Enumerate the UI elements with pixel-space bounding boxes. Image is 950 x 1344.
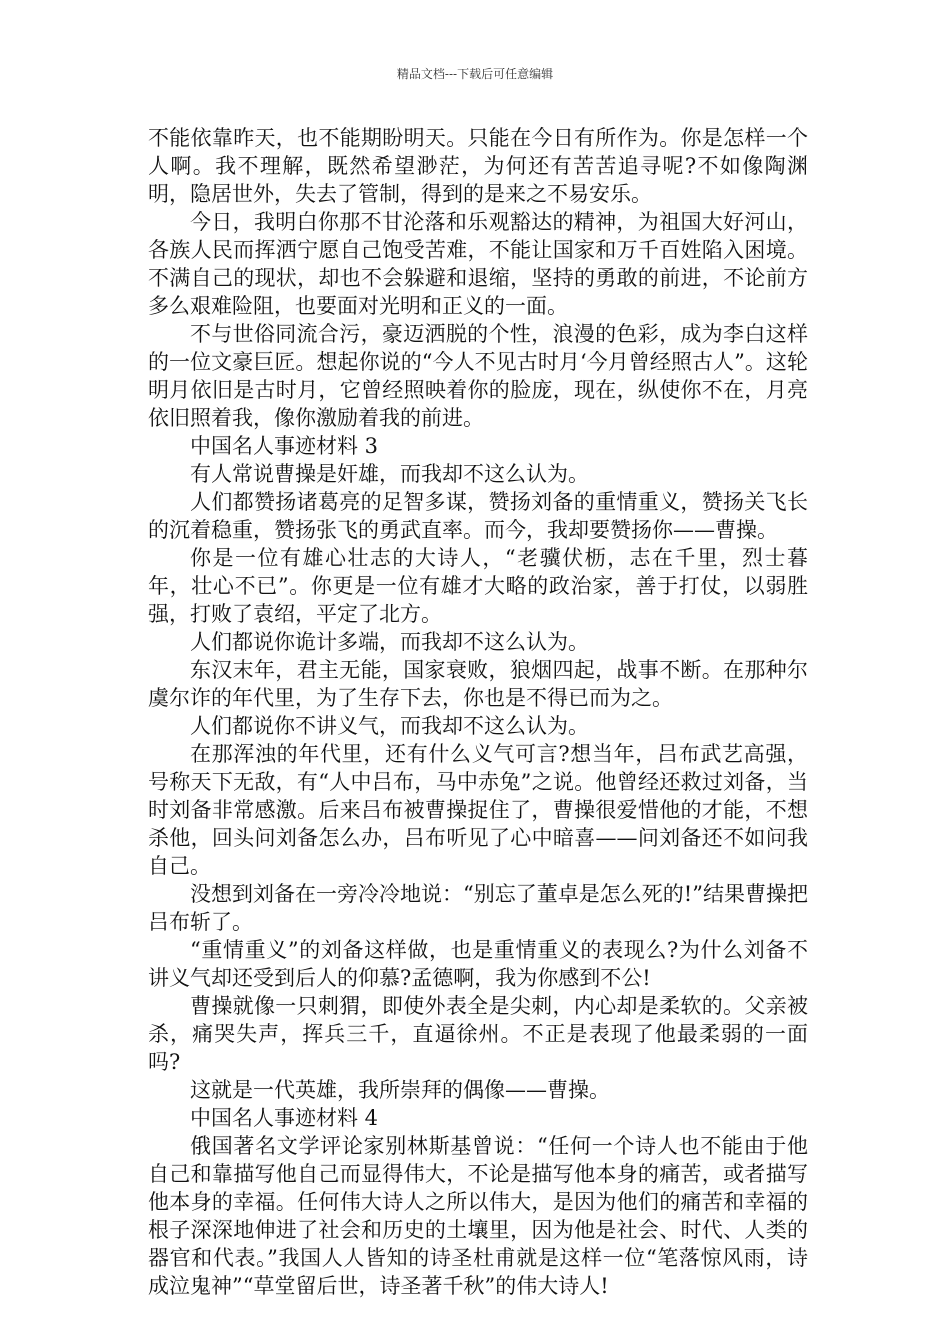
paragraph-9: 东汉末年，君主无能，国家衰败，狼烟四起，战事不断。在那种尔虞尔诈的年代里，为了生存下去，你也是不得已而为之。 (148, 658, 808, 710)
paragraph-14: 曹操就像一只刺猬，即使外表全是尖刺，内心却是柔软的。父亲被杀，痛哭失声，挥兵三千，直逼徐州。不正是表现了他最柔弱的一面吗? (148, 994, 808, 1074)
paragraph-13: “重情重义”的刘备这样做，也是重情重义的表现么?为什么刘备不讲义气却还受到后人的仰慕?孟德啊，我为你感到不公! (148, 938, 808, 990)
page-header: 精品文档---下载后可任意编辑 (396, 67, 554, 81)
paragraph-6: 人们都赞扬诸葛亮的足智多谋，赞扬刘备的重情重义，赞扬关飞长的沉着稳重，赞扬张飞的勇武直率。而今，我却要赞扬你——曹操。 (148, 490, 808, 542)
paragraph-2: 今日，我明白你那不甘沦落和乐观豁达的精神，为祖国大好河山，各族人民而挥洒宁愿自己饱受苦难，不能让国家和万千百姓陷入困境。不满自己的现状，却也不会躲避和退缩，坚持的勇敢的前进，不论前方多么艰难险阻，也要面对光明和正义的一面。 (148, 210, 808, 318)
paragraph-10: 人们都说你不讲义气，而我却不这么认为。 (190, 714, 589, 738)
document-body (148, 124, 808, 1300)
section-heading-4: 中国名人事迹材料 4 (190, 1106, 379, 1130)
paragraph-1: 不能依靠昨天，也不能期盼明天。只能在今日有所作为。你是怎样一个人啊。我不理解，既然希望渺茫，为何还有苦苦追寻呢?不如像陶渊明，隐居世外，失去了管制，得到的是来之不易安乐。 (148, 126, 808, 206)
paragraph-7: 你是一位有雄心壮志的大诗人，“老骥伏枥，志在千里，烈士暮年，壮心不已”。你更是一位有雄才大略的政治家，善于打仗，以弱胜强，打败了袁绍，平定了北方。 (148, 546, 808, 626)
paragraph-8: 人们都说你诡计多端，而我却不这么认为。 (190, 630, 589, 654)
paragraph-11: 在那浑浊的年代里，还有什么义气可言?想当年，吕布武艺高强，号称天下无敌，有“人中吕布，马中赤兔”之说。他曾经还救过刘备，当时刘备非常感激。后来吕布被曹操捉住了，曹操很爱惜他的才能，不想杀他，回头问刘备怎么办，吕布听见了心中暗喜——问刘备还不如问我自己。 (148, 742, 808, 878)
paragraph-15: 这就是一代英雄，我所崇拜的偶像——曹操。 (190, 1078, 610, 1102)
section-heading-3: 中国名人事迹材料 3 (190, 434, 379, 458)
paragraph-12: 没想到刘备在一旁冷冷地说：“别忘了董卓是怎么死的!”结果曹操把吕布斩了。 (148, 882, 808, 934)
paragraph-17: 俄国著名文学评论家别林斯基曾说：“任何一个诗人也不能由于他自己和靠描写他自己而显得伟大，不论是描写他本身的痛苦，或者描写他本身的幸福。任何伟大诗人之所以伟大，是因为他们的痛苦和幸福的根子深深地伸进了社会和历史的土壤里，因为他是社会、时代、人类的器官和代表。”我国人人皆知的诗圣杜甫就是这样一位“笔落惊风雨，诗成泣鬼神”“草堂留后世，诗圣著千秋”的伟大诗人! (148, 1134, 808, 1298)
paragraph-3: 不与世俗同流合污，豪迈洒脱的个性，浪漫的色彩，成为李白这样的一位文豪巨匠。想起你说的“今人不见古时月‘今月曾经照古人”。这轮明月依旧是古时月，它曾经照映着你的脸庞，现在，纵使你不在，月亮依旧照着我，像你激励着我的前进。 (148, 322, 808, 430)
paragraph-5: 有人常说曹操是奸雄，而我却不这么认为。 (190, 462, 589, 486)
